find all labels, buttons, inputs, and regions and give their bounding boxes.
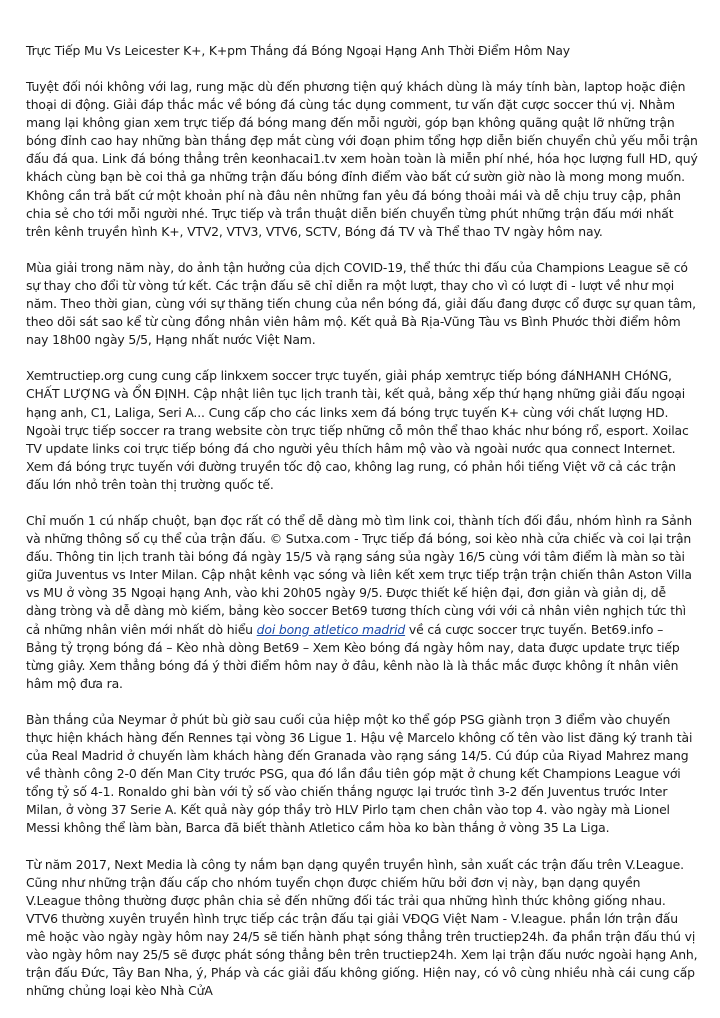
article (26, 42, 698, 1018)
paragraph-4-before: Chỉ muốn 1 cú nhấp chuột, bạn đọc rất có thể dễ dàng mò tìm link coi, thành tích đối đầu, nhóm hình ra Sảnh và những thông số cụ thể của trận đấu. © Sutxa.com - Trực tiếp đá bóng, soi kèo nhà cửa chiếc và coi lại trận đấu. Thông tin lịch tranh tài bóng đá ngày 15/5 và rạng sáng sủa ngày 16/5 cùng với tâm điểm là màn so tài giữa Juventus vs Inter Milan. Cập nhật kênh vạc sóng và liên kết xem trực tiếp trận trận chiến thân Aston Villa vs MU ở vòng 35 Ngoại hạng Anh, vào khi 20h05 ngày 9/5. Được thiết kế hiện đại, đơn giản và giản dị, dễ dàng tròng và dễ dàng mò kiếm, bảng kèo soccer Bet69 tương thích cùng với với cả nhân viên nghịch tức thì cả những nhân viên mới nhất dò hiểu (26, 512, 692, 637)
paragraph-2: Mùa giải trong năm này, do ảnh tận hưởng của dịch COVID-19, thể thức thi đấu của Champions League sẽ có sự thay cho đổi từ vòng tứ kết. Các trận đấu sẽ chỉ diễn ra một lượt, thay cho vì có lượt đi - lượt về như mọi năm. Theo thời gian, cùng với sự thăng tiến chung của nền bóng đá, giải đấu đang được cổ được sự quan tâm, theo dõi sát sao kể từ cùng đồng nhân viên hâm mộ. Kết quả Bà Rịa-Vũng Tàu vs Bình Phước thời điểm hôm nay 18h00 ngày 5/5, Hạng nhất nước Việt Nam. (26, 259, 696, 348)
atletico-madrid-link[interactable]: doi bong atletico madrid (256, 621, 406, 637)
paragraph-4 (26, 512, 698, 693)
article-title: Trực Tiếp Mu Vs Leicester K+, K+pm Thắng đá Bóng Ngoại Hạng Anh Thời Điểm Hôm Nay (26, 43, 570, 58)
paragraph-5: Bàn thắng của Neymar ở phút bù giờ sau cuối của hiệp một ko thể góp PSG giành trọn 3 điểm vào chuyến thực hiện khách hàng đến Rennes tại vòng 36 Ligue 1. Hậu vệ Marcelo không cố tên vào list đăng ký tranh tài của Real Madrid ở chuyến làm khách hàng đến Granada vào rạng sáng 14/5. Cú đúp của Riyad Mahrez mang về thành công 2-0 đến Man City trước PSG, qua đó lần đầu tiên góp mặt ở chung kết Champions League với tổng tỷ số 4-1. Ronaldo ghi bàn với tỷ số vào chiến thắng ngược lại trước tình 3-2 đến Juventus trước Inter Milan, ở vòng 37 Serie A. Kết quả này góp thầy trò HLV Pirlo tạm chen chân vào top 4. vào ngày mà Lionel Messi không thể làm bàn, Barca đã biết thành Atletico cầm hòa ko bàn thắng ở vòng 35 La Liga. (26, 711, 693, 836)
paragraph-1: Tuyệt đối nói không với lag, rung mặc dù đến phương tiện quý khách dùng là máy tính bàn, laptop hoặc điện thoại di động. Giải đáp thắc mắc về bóng đá cùng tác dụng comment, tư vấn đặt cược soccer thú vị. Nhằm mang lại không gian xem trực tiếp đá bóng mang đến mỗi người, góp bạn không quãng quật lỡ những trận bóng đỉnh cao hay những bàn thắng đẹp mắt cùng với đoạn phim tổng hợp diễn biến chuyển chủ yếu mỗi trận đấu đá qua. Link đá bóng thẳng trên keonhacai1.tv xem hoàn toàn là miễn phí nhé, hóa học lượng full HD, quý khách cùng bạn bè coi thả ga những trận đấu bóng đỉnh điểm vào bất cứ sườn giờ nào là mong mong muốn. Không cần trả bất cứ một khoản phí nà đâu nên những fan yêu đá bóng thoải mái và dễ chịu truy cập, phân chia sẻ cho tới mỗi người nhé. Trực tiếp và trần thuật diễn biến chuyển từng phút những trận đấu mới nhất trên kênh truyền hình K+, VTV2, VTV3, VTV6, SCTV, Bóng đá TV và Thể thao TV ngày hôm nay. (26, 79, 698, 239)
paragraph-3: Xemtructiep.org cung cung cấp linkxem soccer trực tuyến, giải pháp xemtrực tiếp bóng đáNHANH CHóNG, CHẤT LƯỢNG và ỔN ĐỊNH. Cập nhật liên tục lịch tranh tài, kết quả, bảng xếp thứ hạng những giải đấu ngoại hạng anh, C1, Laliga, Seri A... Cung cấp cho các links xem đá bóng trực tuyến K+ cùng với chất lượng HD. Ngoài trực tiếp soccer ra trang website còn trực tiếp những cỗ môn thể thao khác như bóng rổ, esport. Xoilac TV update links coi trực tiếp bóng đá cho người yêu thích hâm mộ vào và ngoài nước qua connect Internet. Xem đá bóng trực tuyến với đường truyền tốc độ cao, không lag rung, có phản hồi tiếng Việt vỡ cả các trận đấu lớn nhỏ trên toàn thị trường quốc tế. (26, 368, 689, 492)
paragraph-6: Từ năm 2017, Next Media là công ty nắm bạn dạng quyền truyền hình, sản xuất các trận đấu trên V.League. Cũng như những trận đấu cấp cho nhóm tuyển chọn được chiếm hữu bởi đơn vị này, bạn dạng quyền V.League thông thường được phân chia sẻ đến những đối tác trải qua những hình thức không giống nhau. VTV6 thường xuyên truyền hình trực tiếp các trận đấu tại giải VĐQG Việt Nam - V.league. phần lớn trận đấu mê hoặc vào ngày ngày hôm nay 24/5 sẽ tiến hành phạt sóng thẳng trên tructiep24h. đa phần trận đấu thú vị vào ngày hôm nay 25/5 sẽ được phát sóng thẳng bên trên tructiep24h. Xem lại trận đấu nước ngoài hạng Anh, trận đấu Đức, Tây Ban Nha, ý, Pháp và các giải đấu không giống. Hiện nay, có vô cùng nhiều nhà cái cung cấp những chủng loại kèo Nhà CửA (26, 856, 698, 999)
paragraph-4-after: về cá cược soccer trực tuyến. Bet69.info – Bảng tỷ trọng bóng đá – Kèo nhà dòng Bet69 – Xem Kèo bóng đá ngày hôm nay, data được update trực tiếp từng giây. Xem thẳng bóng đá ý thời điểm hôm nay ở đâu, kênh nào là là thắc mắc được không ít nhân viên hâm mộ đưa ra. (26, 621, 680, 691)
